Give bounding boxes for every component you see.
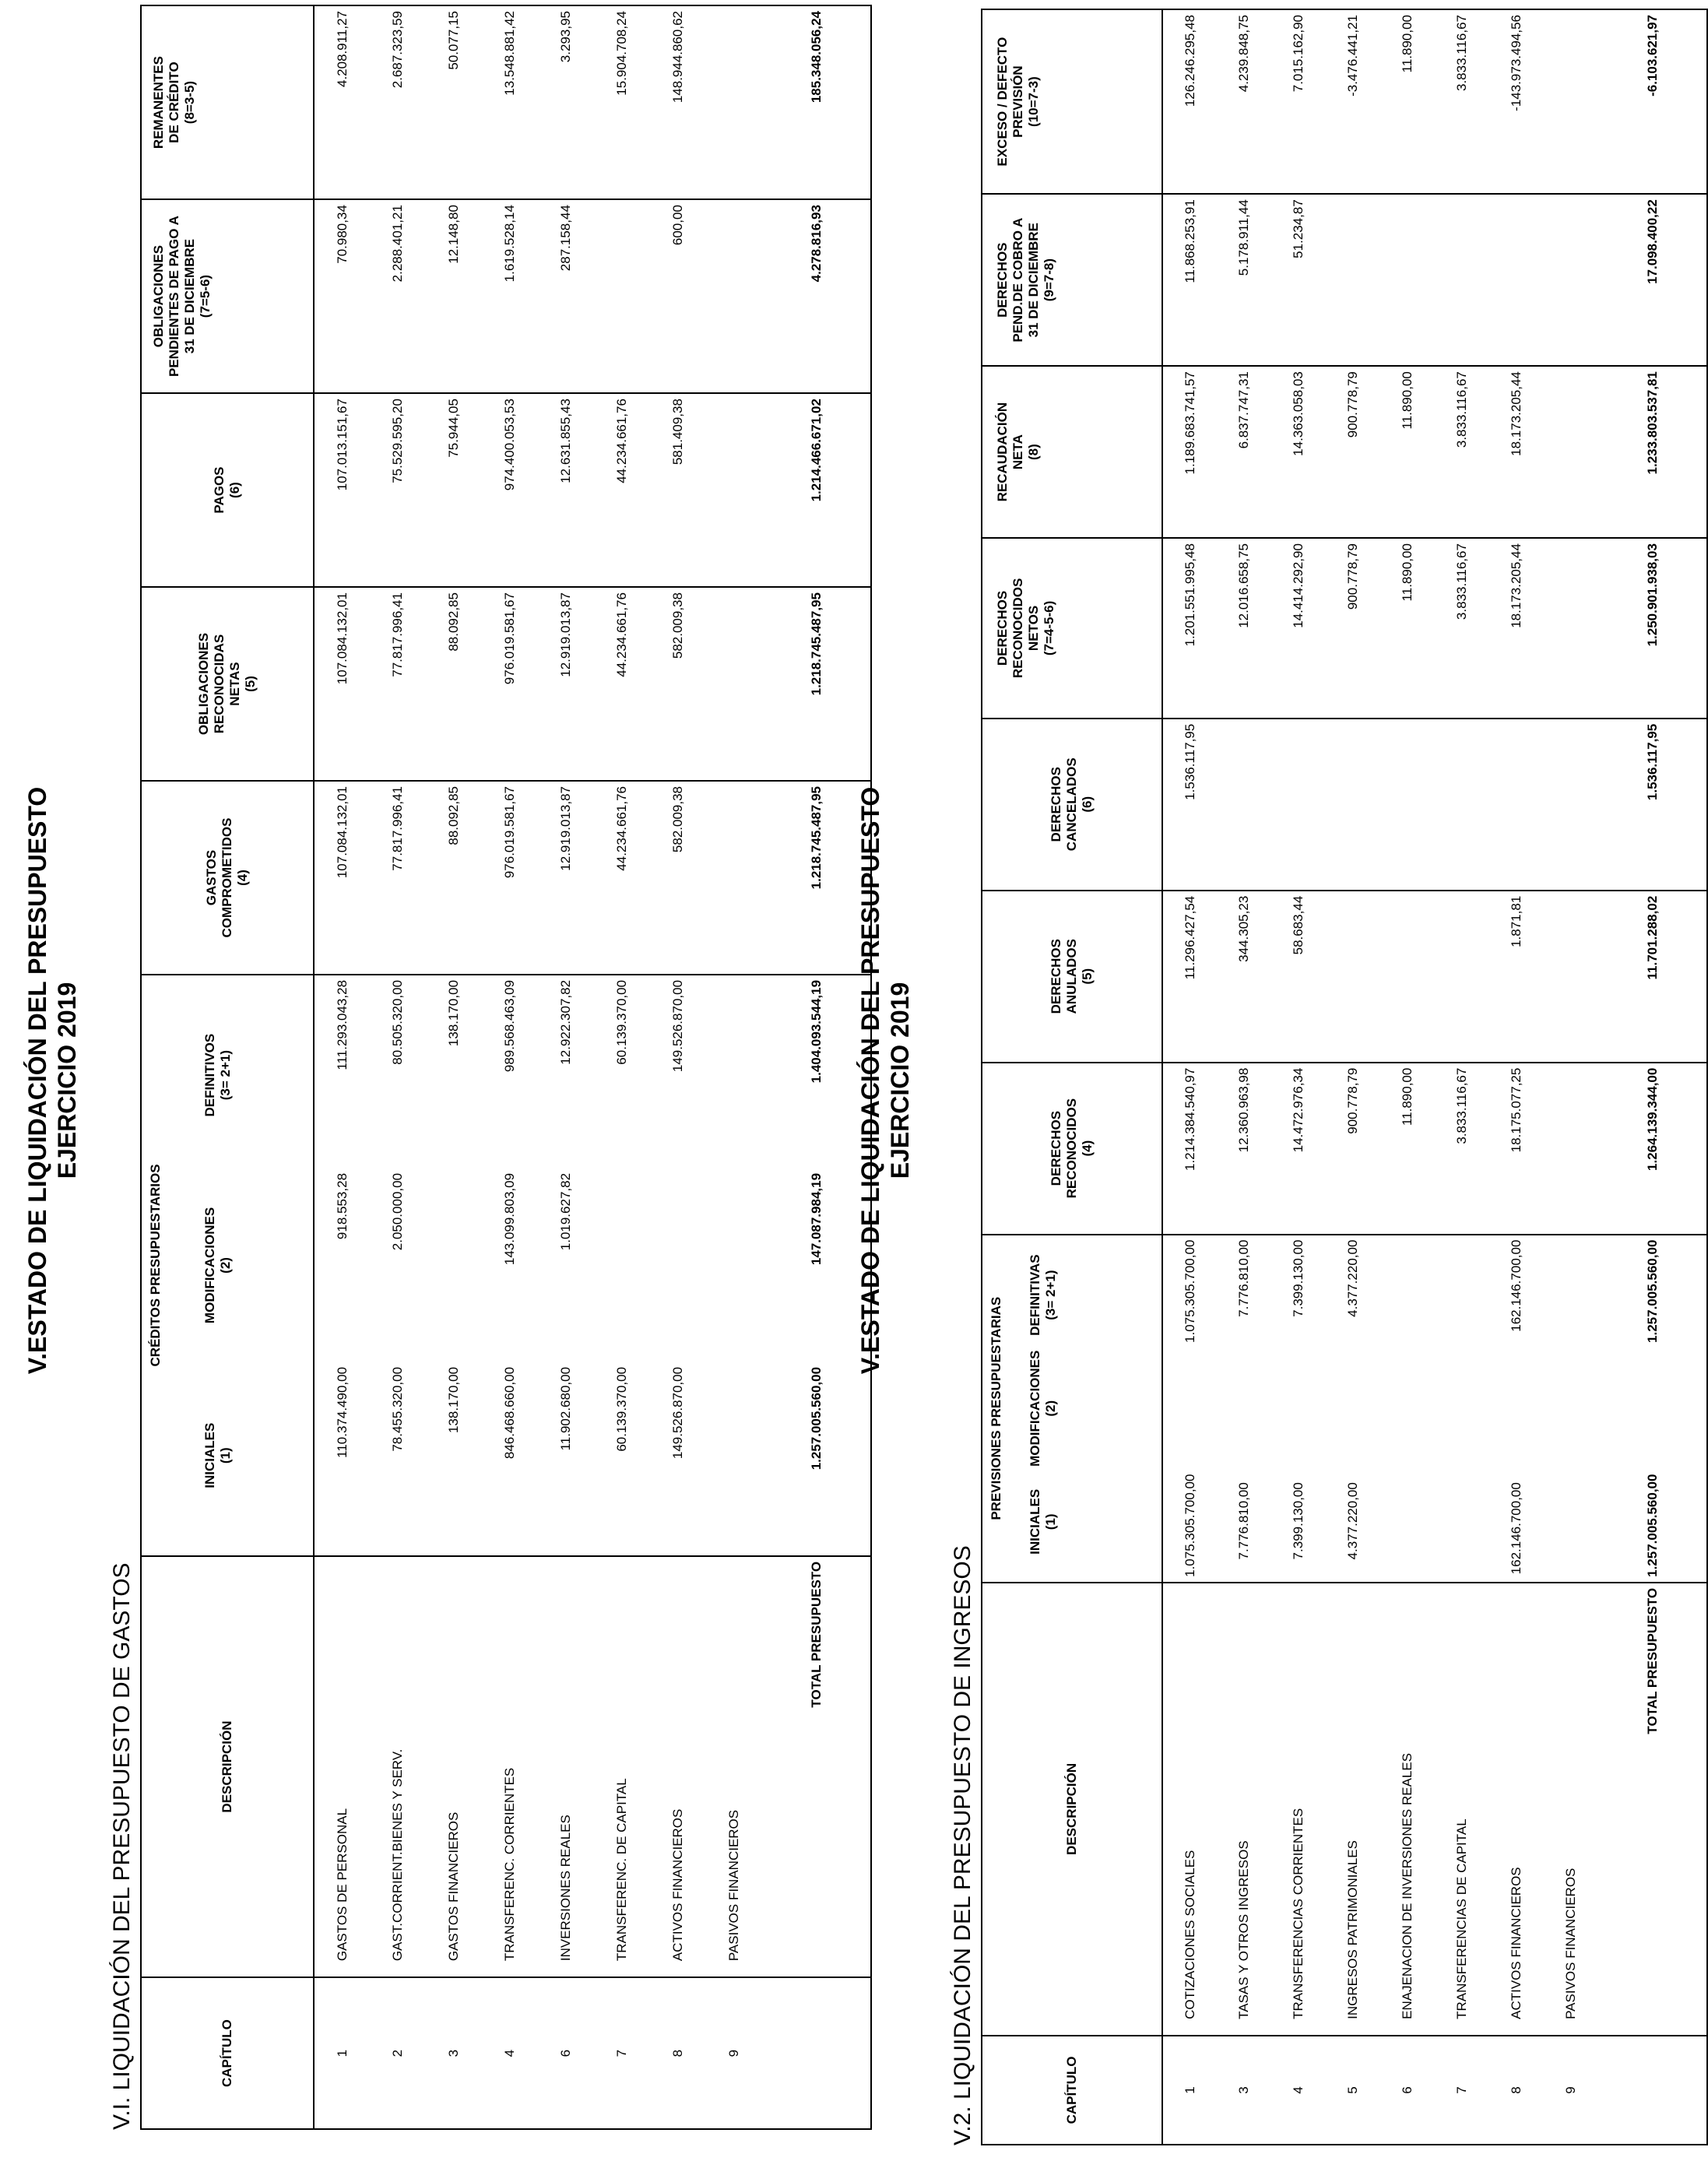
gastos-th-comp-n: (4) <box>235 870 250 886</box>
gastos-cell-obl: 77.817.996,41 <box>370 587 426 781</box>
ingresos-cell-pend <box>1435 194 1489 366</box>
gastos-cell-def: 12.922.307,82 <box>558 979 573 1065</box>
ingresos-cell-dnet: 11.890,00 <box>1380 538 1435 719</box>
ingresos-cell-mod <box>1217 1372 1271 1478</box>
gastos-cell-pag: 107.013.151,67 <box>314 393 370 587</box>
gastos-year: EJERCICIO 2019 <box>53 982 81 1179</box>
ingresos-total-dcanc: 1.536.117,95 <box>1598 719 1707 891</box>
ingresos-table-row <box>1489 9 1544 2145</box>
ingresos-cell-desc: TRANSFERENCIAS CORRIENTES <box>1271 1583 1326 2036</box>
ingresos-cell-def: 1.075.305.700,00 <box>1182 1239 1197 1343</box>
gastos-th-rem-2: DE CRÉDITO <box>167 61 181 143</box>
ingresos-cell-exc: 11.890,00 <box>1380 9 1435 194</box>
ingresos-cell-danul: 344.305,23 <box>1217 891 1271 1063</box>
ingresos-cell-mod <box>1271 1372 1326 1478</box>
ingresos-cell-dcanc <box>1217 719 1271 891</box>
gastos-total-comp: 1.218.745.487,95 <box>762 781 871 975</box>
ingresos-total-pend: 17.098.400,22 <box>1598 194 1707 366</box>
ingresos-th-group-label: PREVISIONES PRESUPUESTARIAS <box>989 1296 1003 1520</box>
ingresos-total-danul: 11.701.288,02 <box>1598 891 1707 1063</box>
gastos-cell-def: 138.170,00 <box>446 979 461 1047</box>
gastos-table-row <box>650 5 706 2129</box>
gastos-cell-ini: 138.170,00 <box>426 1362 482 1556</box>
ingresos-cell-rec: 18.173.205,44 <box>1489 366 1544 538</box>
ingresos-th-dnet-2: RECONOCIDOS <box>1010 578 1025 679</box>
ingresos-cell-dnet: 1.201.551.995,48 <box>1162 538 1217 719</box>
gastos-cell-def: 80.505.320,00 <box>390 979 405 1065</box>
gastos-cell-ini: 149.526.870,00 <box>650 1362 706 1556</box>
gastos-cell-cap: 7 <box>614 2049 629 2057</box>
gastos-total-obl: 1.218.745.487,95 <box>762 587 871 781</box>
ingresos-cell-mod <box>1544 1372 1598 1478</box>
gastos-total-ini: 1.257.005.560,00 <box>762 1362 871 1556</box>
gastos-cell-desc: TRANSFERENC. CORRIENTES <box>482 1556 538 1977</box>
gastos-cell-desc: ACTIVOS FINANCIEROS <box>650 1556 706 1977</box>
gastos-cell-rem: 15.904.708,24 <box>594 5 650 199</box>
gastos-th-comprometidos <box>141 781 314 975</box>
gastos-cell-def: 111.293.043,28 <box>334 979 350 1070</box>
ingresos-title: V.ESTADO DE LIQUIDACIÓN DEL PRESUPUESTO <box>856 786 884 1375</box>
ingresos-th-rec-n: (8) <box>1026 444 1041 460</box>
ingresos-total-dnet: 1.250.901.938,03 <box>1598 538 1707 719</box>
gastos-table-row <box>370 5 426 2129</box>
gastos-th-modificaciones-n: (2) <box>218 1257 233 1274</box>
ingresos-panel <box>833 0 1660 2161</box>
gastos-cell-obl: 582.009,38 <box>650 587 706 781</box>
gastos-cell-def: 60.139.370,00 <box>614 979 629 1065</box>
gastos-cell-pend <box>706 199 762 393</box>
ingresos-cell-danul <box>1326 891 1380 1063</box>
ingresos-table-row <box>1217 9 1271 2145</box>
gastos-cell-cap: 4 <box>502 2049 517 2057</box>
ingresos-table-row <box>1544 9 1598 2145</box>
gastos-panel <box>0 0 824 2161</box>
ingresos-cell-ini: 7.776.810,00 <box>1217 1478 1271 1583</box>
ingresos-cell-exc <box>1544 9 1598 194</box>
gastos-th-obl-3: NETAS <box>227 662 242 706</box>
gastos-cell-obl: 107.084.132,01 <box>314 587 370 781</box>
ingresos-th-recaudacion <box>982 366 1162 538</box>
ingresos-cell-desc: TRANSFERENCIAS DE CAPITAL <box>1435 1583 1489 2036</box>
gastos-cell-mod: 1.019.627,82 <box>558 1172 573 1251</box>
gastos-cell-ini: 110.374.490,00 <box>314 1362 370 1556</box>
gastos-cell-pag: 44.234.661,76 <box>594 393 650 587</box>
ingresos-th-exc-1: EXCESO / DEFECTO <box>995 37 1010 167</box>
ingresos-th-netos <box>982 538 1162 719</box>
ingresos-cell-drec: 900.778,79 <box>1326 1063 1380 1235</box>
gastos-cell-ini <box>706 1362 762 1556</box>
gastos-th-comp-2: COMPROMETIDOS <box>220 817 234 938</box>
gastos-cell-obl: 44.234.661,76 <box>594 587 650 781</box>
gastos-cell-cap: 3 <box>446 2049 461 2057</box>
gastos-cell-def: 149.526.870,00 <box>670 979 685 1073</box>
gastos-cell-pend: 600,00 <box>650 199 706 393</box>
gastos-th-obl-n: (5) <box>243 676 258 692</box>
gastos-cell-cap: 2 <box>390 2049 405 2057</box>
ingresos-th-exc-2: PREVISIÓN <box>1010 65 1025 138</box>
ingresos-total-empty <box>1598 2036 1707 2145</box>
gastos-rows <box>314 5 871 2129</box>
ingresos-year: EJERCICIO 2019 <box>886 982 914 1179</box>
gastos-cell-pend <box>594 199 650 393</box>
gastos-cell-cap: 8 <box>670 2049 685 2057</box>
ingresos-cell-exc: 126.246.295,48 <box>1162 9 1217 194</box>
ingresos-cell-ini <box>1435 1478 1489 1583</box>
ingresos-cell-cap: 8 <box>1509 2086 1523 2094</box>
ingresos-cell-ini <box>1380 1478 1435 1583</box>
gastos-cell-pend: 287.158,44 <box>538 199 594 393</box>
gastos-cell-cap: 6 <box>558 2049 573 2057</box>
ingresos-cell-def <box>1544 1235 1598 1373</box>
ingresos-cell-pend: 5.178.911,44 <box>1217 194 1271 366</box>
gastos-cell-mod <box>594 1168 650 1362</box>
gastos-cell-comp: 44.234.661,76 <box>594 781 650 975</box>
ingresos-total-rec: 1.233.803.537,81 <box>1598 366 1707 538</box>
ingresos-table-row <box>1326 9 1380 2145</box>
gastos-cell-rem: 4.208.911,27 <box>314 5 370 199</box>
ingresos-total-drec: 1.264.139.344,00 <box>1598 1063 1707 1235</box>
ingresos-cell-danul: 1.871,81 <box>1489 891 1544 1063</box>
gastos-cell-desc: TRANSFERENC. DE CAPITAL <box>594 1556 650 1977</box>
ingresos-cell-desc: TASAS Y OTROS INGRESOS <box>1217 1583 1271 2036</box>
ingresos-th-pend-3: 31 DE DICIEMBRE <box>1026 222 1041 338</box>
ingresos-th-danul-2: ANULADOS <box>1064 939 1079 1014</box>
gastos-th-iniciales: INICIALES <box>202 1422 217 1488</box>
gastos-cell-mod: 143.099.803,09 <box>502 1172 517 1266</box>
ingresos-cell-drec: 18.175.077,25 <box>1489 1063 1544 1235</box>
ingresos-cell-pend: 51.234,87 <box>1271 194 1326 366</box>
gastos-th-rem-1: REMANENTES <box>151 56 166 149</box>
ingresos-table-row <box>1435 9 1489 2145</box>
ingresos-cell-desc: ACTIVOS FINANCIEROS <box>1489 1583 1544 2036</box>
ingresos-cell-exc: -3.476.441,21 <box>1326 9 1380 194</box>
ingresos-th-danul-1: DERECHOS <box>1049 939 1063 1014</box>
gastos-cell-mod: 2.050.000,00 <box>390 1172 405 1251</box>
gastos-cell-rem: 50.077,15 <box>426 5 482 199</box>
ingresos-total-label: TOTAL PRESUPUESTO <box>1598 1583 1707 2036</box>
ingresos-total-row <box>1598 9 1707 2145</box>
ingresos-cell-dcanc <box>1544 719 1598 891</box>
ingresos-rows <box>1162 9 1707 2145</box>
gastos-cell-def: 989.568.463,09 <box>502 979 517 1073</box>
ingresos-cell-rec: 6.837.747,31 <box>1217 366 1271 538</box>
gastos-cell-comp: 976.019.581,67 <box>482 781 538 975</box>
gastos-table-row <box>482 5 538 2129</box>
gastos-cell-pag: 75.529.595,20 <box>370 393 426 587</box>
ingresos-cell-drec: 1.214.384.540,97 <box>1162 1063 1217 1235</box>
ingresos-cell-danul: 58.683,44 <box>1271 891 1326 1063</box>
ingresos-cell-exc: -143.973.494,56 <box>1489 9 1544 194</box>
ingresos-total-mod <box>1598 1372 1707 1478</box>
ingresos-th-dnet-3: NETOS <box>1026 605 1041 652</box>
ingresos-cell-danul <box>1435 891 1489 1063</box>
gastos-th-obl-1: OBLIGACIONES <box>196 632 211 736</box>
gastos-cell-desc: INVERSIONES REALES <box>538 1556 594 1977</box>
gastos-cell-desc: GASTOS FINANCIEROS <box>426 1556 482 1977</box>
gastos-cell-mod <box>650 1168 706 1362</box>
ingresos-cell-danul: 11.296.427,54 <box>1162 891 1217 1063</box>
gastos-th-comp-1: GASTOS <box>204 849 219 906</box>
ingresos-cell-pend <box>1489 194 1544 366</box>
gastos-cell-cap: 1 <box>334 2049 350 2057</box>
ingresos-cell-dcanc <box>1489 719 1544 891</box>
gastos-total-label: TOTAL PRESUPUESTO <box>762 1556 871 1977</box>
gastos-cell-obl: 88.092,85 <box>426 587 482 781</box>
ingresos-cell-dcanc <box>1326 719 1380 891</box>
gastos-th-pend-1: OBLIGACIONES <box>151 244 166 348</box>
gastos-th-modificaciones: MODIFICACIONES <box>202 1207 217 1324</box>
ingresos-th-reconocidos <box>982 1063 1162 1235</box>
ingresos-th-modificaciones-n: (2) <box>1043 1400 1058 1417</box>
ingresos-cell-ini: 4.377.220,00 <box>1326 1478 1380 1583</box>
ingresos-cell-dnet: 3.833.116,67 <box>1435 538 1489 719</box>
gastos-cell-ini: 846.468.660,00 <box>482 1362 538 1556</box>
ingresos-cell-dnet: 900.778,79 <box>1326 538 1380 719</box>
gastos-cell-pend: 70.980,34 <box>314 199 370 393</box>
ingresos-th-definitivas-n: (3= 2+1) <box>1043 1270 1058 1320</box>
ingresos-th-dcanc-1: DERECHOS <box>1049 767 1063 842</box>
gastos-cell-desc: GAST.CORRIENT.BIENES Y SERV. <box>370 1556 426 1977</box>
ingresos-cell-ini: 7.399.130,00 <box>1271 1478 1326 1583</box>
ingresos-th-rec-2: NETA <box>1010 434 1025 470</box>
gastos-cell-pag: 974.400.053,53 <box>482 393 538 587</box>
gastos-subtitle: V.I. LIQUIDACIÓN DEL PRESUPUESTO DE GASTOS <box>109 1562 135 2130</box>
ingresos-th-definitivas: DEFINITIVAS <box>1028 1254 1042 1336</box>
ingresos-th-iniciales: INICIALES <box>1028 1488 1042 1555</box>
ingresos-cell-desc: PASIVOS FINANCIEROS <box>1544 1583 1598 2036</box>
ingresos-cell-ini: 162.146.700,00 <box>1489 1478 1544 1583</box>
ingresos-cell-rec: 3.833.116,67 <box>1435 366 1489 538</box>
ingresos-th-cancelados <box>982 719 1162 891</box>
gastos-total-pag: 1.214.466.671,02 <box>762 393 871 587</box>
gastos-table-row <box>594 5 650 2129</box>
ingresos-cell-cap: 3 <box>1236 2086 1251 2094</box>
gastos-cell-comp: 77.817.996,41 <box>370 781 426 975</box>
gastos-cell-comp: 12.919.013,87 <box>538 781 594 975</box>
ingresos-th-capitulo: CAPÍTULO <box>982 2036 1162 2145</box>
gastos-table-row <box>314 5 370 2129</box>
ingresos-table-row <box>1271 9 1326 2145</box>
gastos-table-row <box>426 5 482 2129</box>
gastos-cell-rem: 13.548.881,42 <box>482 5 538 199</box>
gastos-cell-ini: 60.139.370,00 <box>594 1362 650 1556</box>
ingresos-th-dcanc-2: CANCELADOS <box>1064 757 1079 852</box>
ingresos-cell-mod <box>1326 1372 1380 1478</box>
gastos-cell-obl: 12.919.013,87 <box>538 587 594 781</box>
gastos-cell-rem: 3.293,95 <box>538 5 594 199</box>
gastos-cell-ini: 11.902.680,00 <box>538 1362 594 1556</box>
ingresos-cell-mod <box>1380 1372 1435 1478</box>
gastos-cell-pend: 2.288.401,21 <box>370 199 426 393</box>
ingresos-cell-rec: 900.778,79 <box>1326 366 1380 538</box>
ingresos-cell-pend <box>1326 194 1380 366</box>
ingresos-th-exceso <box>982 9 1162 194</box>
ingresos-cell-def: 4.377.220,00 <box>1345 1239 1360 1317</box>
gastos-th-pagos <box>141 393 314 587</box>
ingresos-cell-exc: 4.239.848,75 <box>1217 9 1271 194</box>
gastos-cell-rem <box>706 5 762 199</box>
ingresos-th-danul-n: (5) <box>1080 968 1095 985</box>
ingresos-th-anulados <box>982 891 1162 1063</box>
gastos-th-creditos <box>141 975 314 1556</box>
ingresos-cell-pend <box>1380 194 1435 366</box>
gastos-table <box>140 5 872 2130</box>
gastos-cell-rem: 148.944.860,62 <box>650 5 706 199</box>
ingresos-cell-dnet: 18.173.205,44 <box>1489 538 1544 719</box>
gastos-total-def: 1.404.093.544,19 <box>808 979 824 1084</box>
ingresos-cell-cap: 4 <box>1291 2086 1306 2094</box>
gastos-cell-pend: 12.148,80 <box>426 199 482 393</box>
ingresos-th-exc-n: (10=7-3) <box>1026 76 1041 127</box>
ingresos-cell-rec: 11.890,00 <box>1380 366 1435 538</box>
ingresos-cell-cap: 9 <box>1563 2086 1578 2094</box>
ingresos-th-dnet-1: DERECHOS <box>995 590 1010 666</box>
ingresos-cell-dnet: 14.414.292,90 <box>1271 538 1326 719</box>
ingresos-th-pend-1: DERECHOS <box>995 242 1010 318</box>
ingresos-th-drec-1: DERECHOS <box>1049 1110 1063 1186</box>
gastos-total-rem: 185.348.056,24 <box>762 5 871 199</box>
ingresos-cell-cap: 5 <box>1345 2086 1360 2094</box>
ingresos-cell-mod <box>1162 1372 1217 1478</box>
gastos-cell-comp: 107.084.132,01 <box>314 781 370 975</box>
ingresos-table-row <box>1162 9 1217 2145</box>
ingresos-cell-rec <box>1544 366 1598 538</box>
gastos-cell-obl: 976.019.581,67 <box>482 587 538 781</box>
gastos-cell-def <box>706 975 762 1168</box>
gastos-th-pend-n: (7=5-6) <box>198 274 213 318</box>
gastos-th-descripcion: DESCRIPCIÓN <box>141 1556 314 1977</box>
gastos-th-iniciales-n: (1) <box>218 1447 233 1464</box>
gastos-cell-comp <box>706 781 762 975</box>
gastos-cell-pend: 1.619.528,14 <box>482 199 538 393</box>
gastos-th-pendientes <box>141 199 314 393</box>
ingresos-cell-pend: 11.868.253,91 <box>1162 194 1217 366</box>
ingresos-cell-desc: COTIZACIONES SOCIALES <box>1162 1583 1217 2036</box>
ingresos-cell-rec: 1.189.683.741,57 <box>1162 366 1217 538</box>
ingresos-cell-drec: 14.472.976,34 <box>1271 1063 1326 1235</box>
ingresos-cell-mod <box>1489 1372 1544 1478</box>
ingresos-subtitle: V.2. LIQUIDACIÓN DEL PRESUPUESTO DE INGRESOS <box>950 1545 975 2145</box>
ingresos-cell-def: 7.776.810,00 <box>1236 1239 1251 1317</box>
ingresos-th-dnet-n: (7=4-5-6) <box>1042 600 1056 656</box>
ingresos-th-dcanc-n: (6) <box>1080 796 1095 813</box>
ingresos-cell-desc: INGRESOS PATRIMONIALES <box>1326 1583 1380 2036</box>
gastos-cell-comp: 582.009,38 <box>650 781 706 975</box>
gastos-cell-cap: 9 <box>726 2049 741 2057</box>
gastos-cell-ini: 78.455.320,00 <box>370 1362 426 1556</box>
gastos-cell-mod <box>426 1168 482 1362</box>
ingresos-th-drec-2: RECONOCIDOS <box>1064 1098 1079 1199</box>
ingresos-cell-ini <box>1544 1478 1598 1583</box>
ingresos-cell-def: 162.146.700,00 <box>1509 1239 1523 1332</box>
ingresos-cell-dcanc <box>1271 719 1326 891</box>
gastos-cell-pag: 75.944,05 <box>426 393 482 587</box>
ingresos-cell-ini: 1.075.305.700,00 <box>1162 1478 1217 1583</box>
ingresos-th-previsiones <box>982 1235 1162 1583</box>
ingresos-cell-def <box>1380 1235 1435 1373</box>
ingresos-th-pend-n: (9=7-8) <box>1042 258 1056 302</box>
gastos-cell-desc: PASIVOS FINANCIEROS <box>706 1556 762 1977</box>
gastos-total-pend: 4.278.816,93 <box>762 199 871 393</box>
ingresos-table-row <box>1380 9 1435 2145</box>
gastos-th-obl-2: RECONOCIDAS <box>212 634 227 734</box>
ingresos-th-descripcion: DESCRIPCIÓN <box>982 1583 1162 2036</box>
gastos-th-pagos-1: PAGOS <box>212 466 227 514</box>
ingresos-cell-danul <box>1380 891 1435 1063</box>
ingresos-th-modificaciones: MODIFICACIONES <box>1028 1350 1042 1467</box>
gastos-th-remanentes <box>141 5 314 199</box>
gastos-cell-desc: GASTOS DE PERSONAL <box>314 1556 370 1977</box>
ingresos-cell-danul <box>1544 891 1598 1063</box>
gastos-cell-mod <box>706 1168 762 1362</box>
gastos-th-pend-2: PENDIENTES DE PAGO A <box>167 216 181 378</box>
ingresos-cell-exc: 7.015.162,90 <box>1271 9 1326 194</box>
gastos-th-group-label: CRÉDITOS PRESUPUESTARIOS <box>148 1164 163 1367</box>
gastos-cell-pag: 581.409,38 <box>650 393 706 587</box>
ingresos-cell-dcanc <box>1435 719 1489 891</box>
gastos-cell-mod: 918.553,28 <box>334 1172 350 1240</box>
ingresos-total-def: 1.257.005.560,00 <box>1644 1239 1660 1343</box>
ingresos-cell-def: 7.399.130,00 <box>1291 1239 1306 1317</box>
ingresos-th-rec-1: RECAUDACIÓN <box>995 402 1010 502</box>
gastos-cell-pag <box>706 393 762 587</box>
ingresos-cell-dnet <box>1544 538 1598 719</box>
gastos-cell-pag: 12.631.855,43 <box>538 393 594 587</box>
ingresos-table <box>981 9 1708 2145</box>
gastos-table-row <box>706 5 762 2129</box>
ingresos-cell-drec: 3.833.116,67 <box>1435 1063 1489 1235</box>
ingresos-th-drec-n: (4) <box>1080 1140 1095 1157</box>
ingresos-cell-rec: 14.363.058,03 <box>1271 366 1326 538</box>
gastos-table-row <box>538 5 594 2129</box>
ingresos-cell-dnet: 12.016.658,75 <box>1217 538 1271 719</box>
ingresos-th-pend-2: PEND.DE COBRO A <box>1010 217 1025 343</box>
ingresos-cell-def <box>1435 1235 1489 1373</box>
ingresos-th-iniciales-n: (1) <box>1043 1513 1058 1530</box>
gastos-th-obligaciones <box>141 587 314 781</box>
gastos-cell-comp: 88.092,85 <box>426 781 482 975</box>
gastos-cell-rem: 2.687.323,59 <box>370 5 426 199</box>
ingresos-total-ini: 1.257.005.560,00 <box>1598 1478 1707 1583</box>
ingresos-total-exc: -6.103.621,97 <box>1598 9 1707 194</box>
gastos-th-rem-n: (8=3-5) <box>182 80 197 125</box>
ingresos-cell-cap: 6 <box>1400 2086 1415 2094</box>
ingresos-cell-exc: 3.833.116,67 <box>1435 9 1489 194</box>
gastos-total-mod: 147.087.984,19 <box>808 1172 824 1266</box>
gastos-title: V.ESTADO DE LIQUIDACIÓN DEL PRESUPUESTO <box>23 786 51 1375</box>
ingresos-cell-dcanc <box>1380 719 1435 891</box>
ingresos-cell-dcanc: 1.536.117,95 <box>1162 719 1217 891</box>
ingresos-th-pendientes <box>982 194 1162 366</box>
ingresos-cell-desc: ENAJENACION DE INVERSIONES REALES <box>1380 1583 1435 2036</box>
gastos-th-definitivos-n: (3= 2+1) <box>218 1050 233 1101</box>
ingresos-cell-mod <box>1435 1372 1489 1478</box>
ingresos-cell-drec: 11.890,00 <box>1380 1063 1435 1235</box>
ingresos-cell-drec: 12.360.963,98 <box>1217 1063 1271 1235</box>
ingresos-cell-pend <box>1544 194 1598 366</box>
ingresos-cell-cap: 7 <box>1454 2086 1469 2094</box>
gastos-th-definitivos: DEFINITIVOS <box>202 1033 217 1117</box>
gastos-th-pagos-n: (6) <box>227 482 242 498</box>
ingresos-cell-drec <box>1544 1063 1598 1235</box>
gastos-th-capitulo: CAPÍTULO <box>141 1977 314 2129</box>
gastos-cell-obl <box>706 587 762 781</box>
gastos-th-pend-3: 31 DE DICIEMBRE <box>182 238 197 354</box>
ingresos-cell-cap: 1 <box>1182 2086 1197 2094</box>
